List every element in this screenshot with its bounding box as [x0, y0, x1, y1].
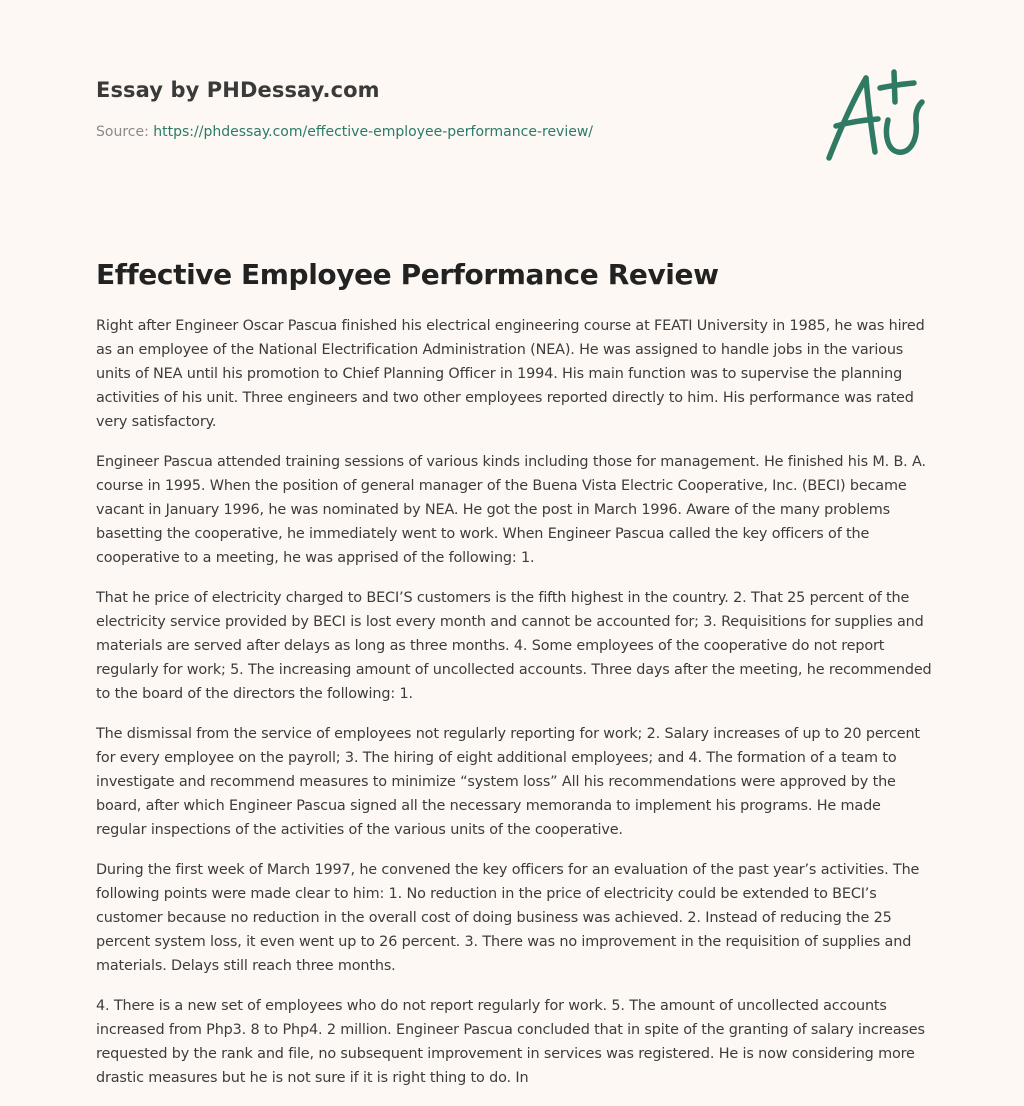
paragraph: During the first week of March 1997, he convened the key officers for an evaluation of the past year’s activities. The following points were made clear to him: 1. No reduction in the price of electricity could be extended to BECI’s customer because no reduction in the overall cost of doing business was achieved. 2. Instead of reducing the 25 percent system loss, it even went up to 26 percent. 3. There was no improvement in the requisition of supplies and materials. Delays still reach three months. [96, 862, 920, 974]
paragraph: Engineer Pascua attended training sessions of various kinds including those for management. He finished his M. B. A. course in 1995. When the position of general manager of the Buena Vista Electric Cooperative, Inc. (BECI) became vacant in January 1996, he was nominated by NEA. He got the post in March 1996. Aware of the many problems basetting the cooperative, he immediately went to work. When Engineer Pascua called the key officers of the cooperative to a meeting, he was apprised of the following: 1. [96, 454, 926, 566]
paragraph: 4. There is a new set of employees who do not report regularly for work. 5. The amount of uncollected accounts increased from Php3. 8 to Php4. 2 million. Engineer Pascua concluded that in spite of the granting of salary increases requested by the rank and file, no subsequent improvement in services was registered. He is now considering more drastic measures but he is not sure if it is right thing to do. In [96, 998, 925, 1086]
article-title: Effective Employee Performance Review [96, 258, 719, 291]
site-brand: Essay by PHDessay.com [96, 78, 380, 102]
paragraph: That he price of electricity charged to BECI’S customers is the fifth highest in the country. 2. That 25 percent of the electricity service provided by BECI is lost every month and cannot be accounted for; 3. Requisitions for supplies and materials are served after delays as long as three months. 4. Some employees of the cooperative do not report regularly for work; 5. The increasing amount of uncollected accounts. Three days after the meeting, he recommended to the board of the directors the following: 1. [96, 590, 932, 702]
a-plus-grade-icon [818, 64, 930, 168]
paragraph: Right after Engineer Oscar Pascua finished his electrical engineering course at FEATI University in 1985, he was hired as an employee of the National Electrification Administration (NEA). He was assigned to handle jobs in the various units of NEA until his promotion to Chief Planning Officer in 1994. His main function was to supervise the planning activities of his unit. Three engineers and two other employees reported directly to him. His performance was rated very satisfactory. [96, 318, 925, 430]
source-link[interactable]: https://phdessay.com/effective-employee-performance-review/ [153, 124, 594, 140]
paragraph: The dismissal from the service of employees not regularly reporting for work; 2. Salary increases of up to 20 percent for every employee on the payroll; 3. The hiring of eight additional employees; and 4. The formation of a team to investigate and recommend measures to minimize “system loss” All his recommendations were approved by the board, after which Engineer Pascua signed all the necessary memoranda to implement his programs. He made regular inspections of the activities of the various units of the cooperative. [96, 726, 920, 838]
page-header [96, 75, 796, 142]
source-line [96, 122, 796, 142]
article-body [96, 314, 932, 1106]
source-label: Source: [96, 124, 149, 140]
